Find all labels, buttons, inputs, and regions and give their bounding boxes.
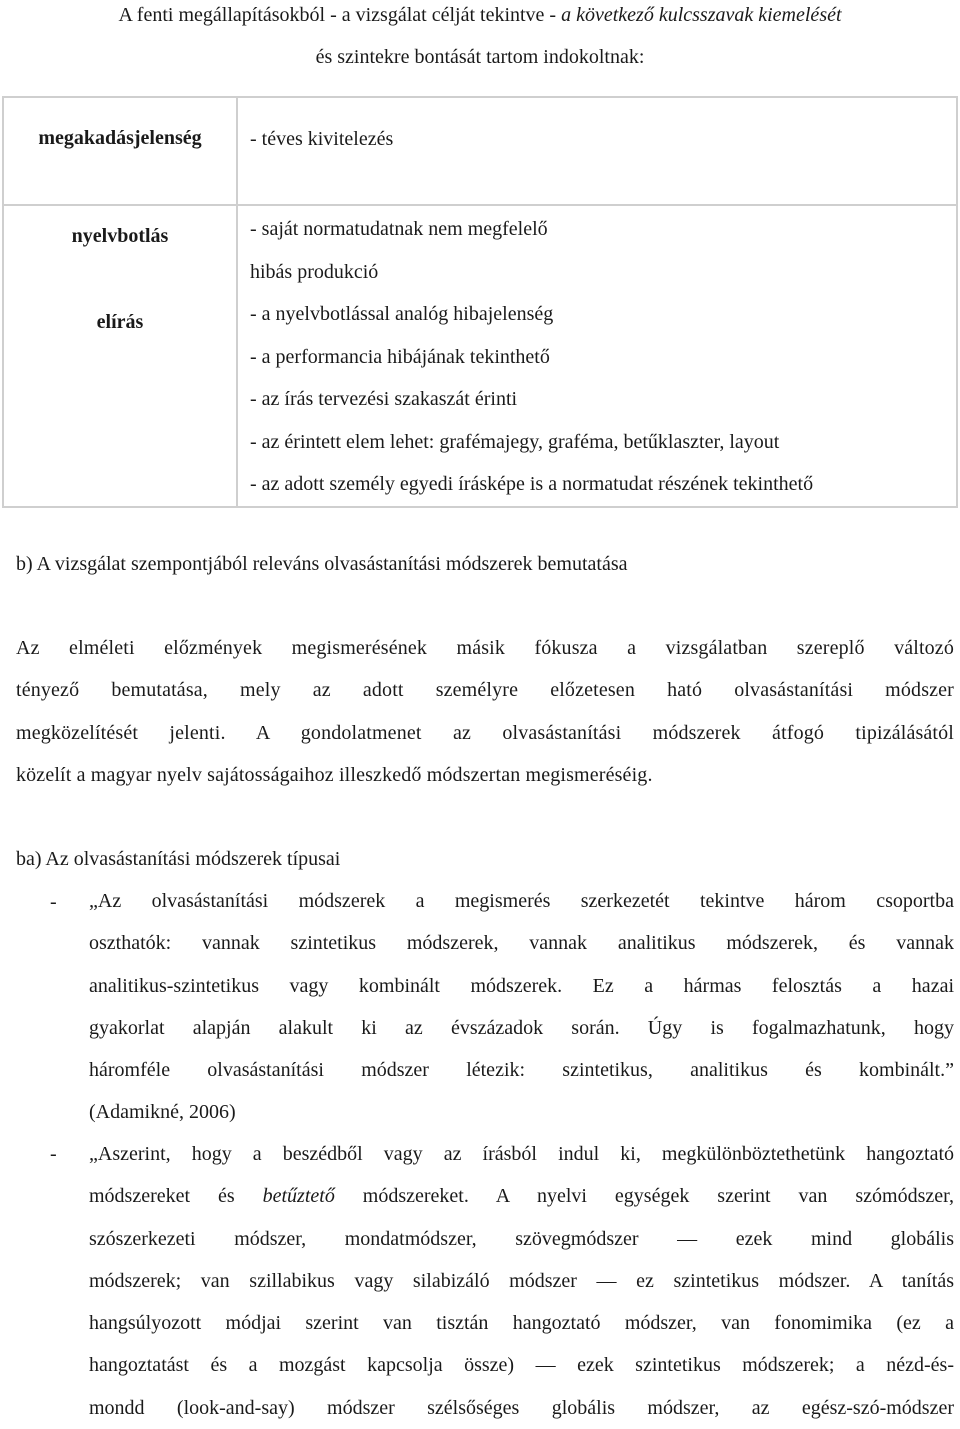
table-desc-line: - a performancia hibájának tekinthető [250,345,550,368]
bullet-marker: - [50,891,57,913]
table-desc-line: - a nyelvbotlással analóg hibajelenség [250,303,554,325]
bullet-marker: - [50,1143,57,1165]
section-b-paragraph [16,627,954,796]
paragraph-line: megközelítését jelenti. A gondolatmenet az olvasástanítási módszerek átfogó tipizálásától [16,721,954,744]
bullet-1-text [89,880,954,1134]
intro-line-1-plain: A fenti megállapításokból - a vizsgálat célját tekintve - [118,4,562,26]
bullet-line: háromféle olvasástanítási módszer létezik: szintetikus, analitikus és kombinált.” [89,1059,954,1082]
bullet-line-part: módszereket. A nyelvi egységek szerint van szómódszer, [334,1185,954,1208]
bullet-line [89,1175,954,1217]
table-desc-line: hibás produkció [250,260,379,283]
table-desc-line: - az írás tervezési szakaszát érinti [250,388,518,410]
intro-line-1 [0,0,960,36]
table-key-cell [3,205,237,507]
section-b-heading: b) A vizsgálat szempontjából releváns olvasástanítási módszerek bemutatása [16,553,628,575]
table-desc-line: - saját normatudatnak nem megfelelő [250,218,548,240]
table-desc-line: - az adott személy egyedi írásképe is a normatudat részének tekinthető [250,473,814,495]
intro-text [0,0,960,78]
bullet-line: (Adamikné, 2006) [89,1101,236,1124]
intro-line-2: és szintekre bontását tartom indokoltnak: [315,46,645,68]
table-key-cell [3,97,237,205]
bullet-line-part: módszereket és [89,1185,263,1208]
bullet-line: módszerek; van szillabikus vagy silabizáló módszer — ez szintetikus módszer. A tanítás [89,1269,954,1292]
paragraph-line: Az elméleti előzmények megismerésének másik fókusza a vizsgálatban szereplő változó [16,637,954,659]
intro-line-1-italic: a következő kulcsszavak kiemelését [561,4,842,26]
section-ba-heading: ba) Az olvasástanítási módszerek típusai [16,848,341,870]
paragraph-line: tényező bemutatása, mely az adott személyre előzetesen ható olvasástanítási módszer [16,679,954,702]
table-desc-line: - téves kivitelezés [250,128,394,150]
table-key: megakadásjelenség [38,127,202,149]
bullet-line: „Aszerint, hogy a beszédből vagy az írásból indul ki, megkülönböztethetünk hangoztató [89,1143,954,1165]
bullet-line: „Az olvasástanítási módszerek a megismerés szerkezetét tekintve három csoportba [89,890,954,912]
bullet-line: hangsúlyozott módjai szerint van tisztán hangoztató módszer, van fonomimika (ez a [89,1312,954,1335]
bullet-line-italic: betűztető [262,1185,335,1208]
bullet-line: oszthatók: vannak szintetikus módszerek, vannak analitikus módszerek, és vannak [89,932,954,955]
bullet-line: hangoztatást és a mozgást kapcsolja össze) — ezek szintetikus módszerek; a nézd-és- [89,1354,954,1377]
bullet-2-text [89,1133,954,1429]
paragraph-line: közelít a magyar nyelv sajátosságaihoz illeszkedő módszertan megismeréséig. [16,763,653,786]
table-desc-line: - az érintett elem lehet: grafémajegy, graféma, betűklaszter, layout [250,430,780,453]
table-key: nyelvbotlás [71,225,169,247]
bullet-line: analitikus-szintetikus vagy kombinált módszerek. Ez a hármas felosztás a hazai [89,974,954,997]
table-row [3,97,957,205]
bullet-line: szószerkezeti módszer, mondatmódszer, szövegmódszer — ezek mind globális [89,1227,954,1250]
table-desc-cell [237,97,957,205]
table-row [3,205,957,507]
table-desc-cell [237,205,957,507]
keyword-table [2,96,958,508]
bullet-line: gyakorlat alapján alakult ki az évszázadok során. Úgy is fogalmazhatunk, hogy [89,1016,954,1039]
bullet-line: mondd (look-and-say) módszer szélsőséges globális módszer, az egész-szó-módszer [89,1396,954,1419]
table-key: elírás [96,311,144,333]
